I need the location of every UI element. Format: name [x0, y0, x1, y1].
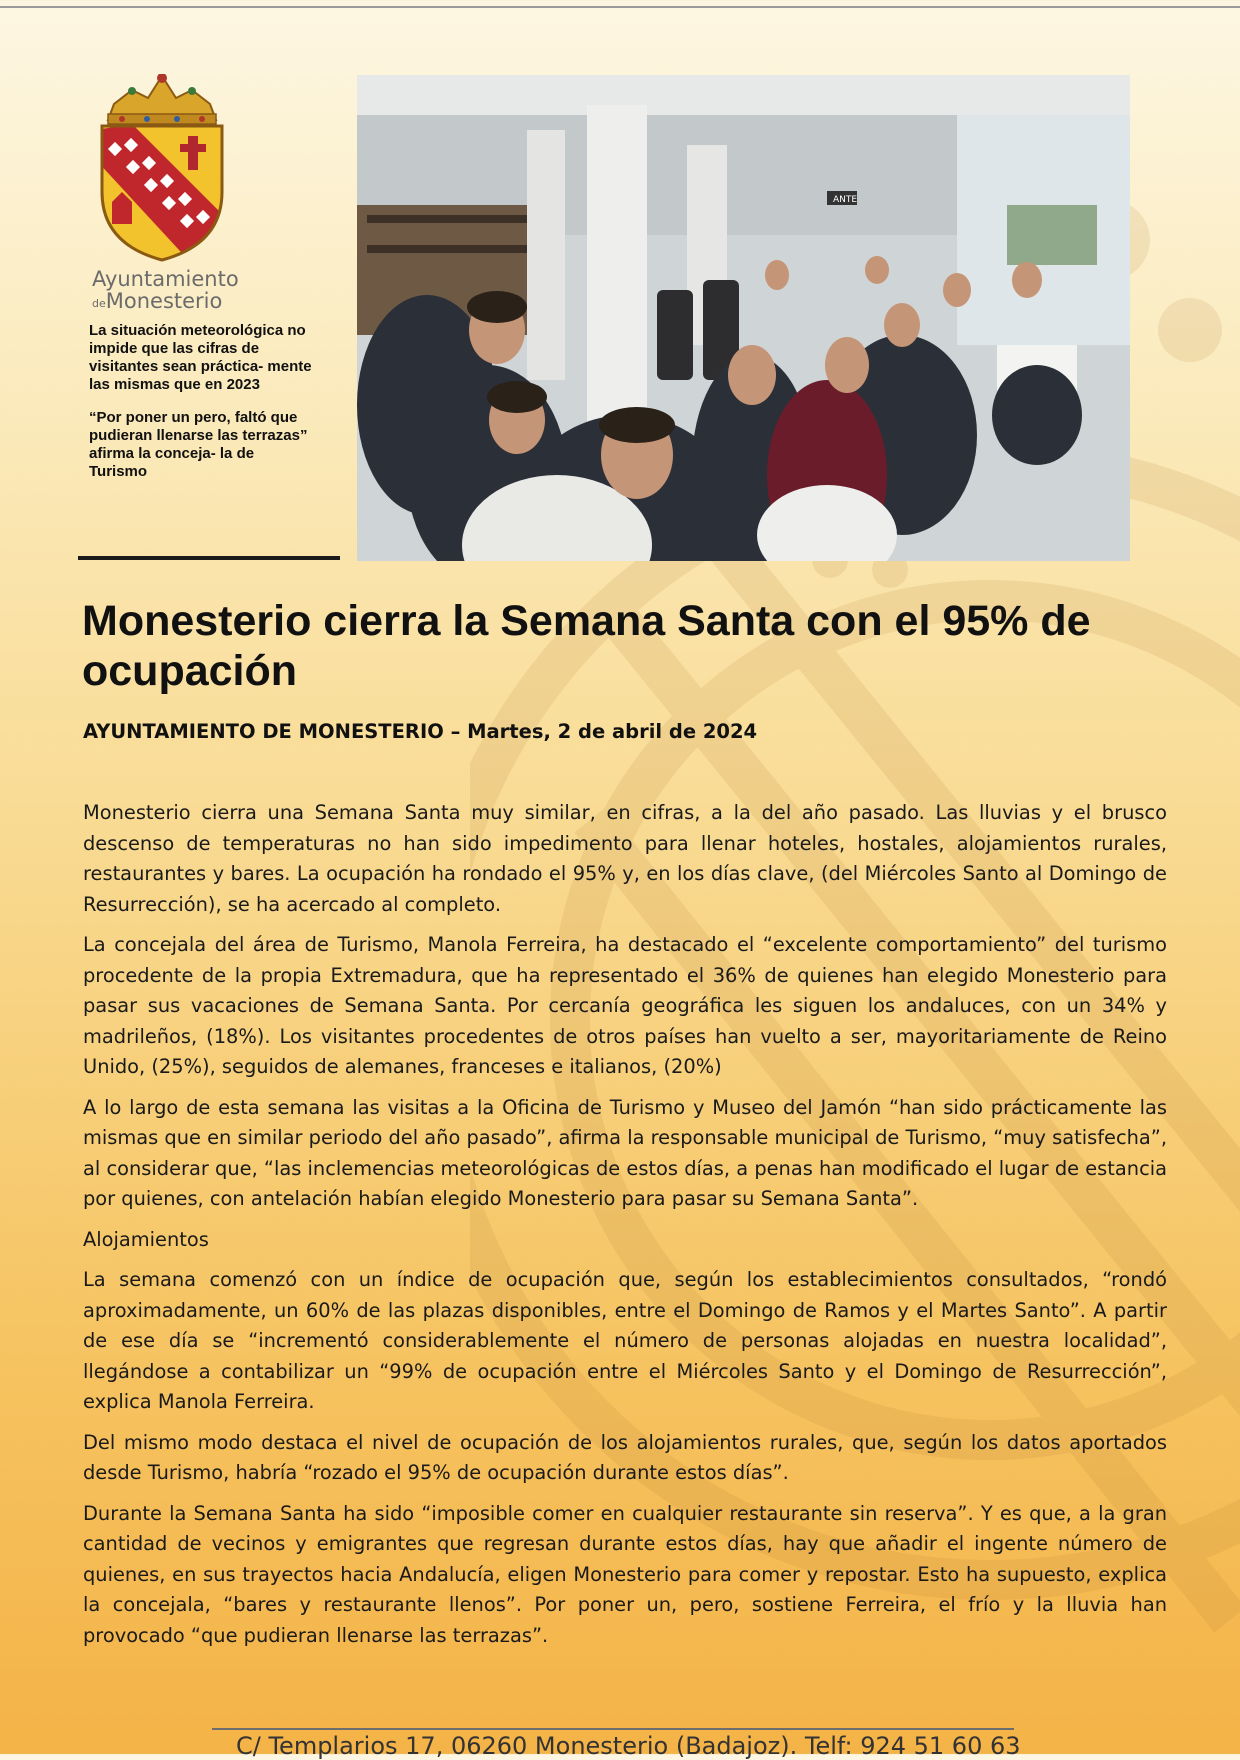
article-body: [83, 798, 1167, 1661]
article-paragraph: La semana comenzó con un índice de ocupación que, según los establecimientos consultados, “rondó aproximadamente, un 60% de las plazas disponibles, entre el Domingo de Ramos y el Martes Santo”. A partir de ese día se “incrementó considerablemente el número de personas alojadas en nuestra localidad”, llegándose a contabilizar un “99% de ocupación entre el Miércoles Santo y el Domingo de Resurrección”, explica Manola Ferreira.: [83, 1268, 1167, 1413]
organization-name-line2: Monesterio: [105, 289, 223, 313]
sidebar-divider: [78, 556, 340, 560]
restaurant-photo: [357, 75, 1130, 561]
article-headline: Monesterio cierra la Semana Santa con el 95% de ocupación: [82, 597, 1091, 695]
section-heading: Alojamientos: [83, 1227, 209, 1251]
organization-name: [92, 268, 239, 315]
footer-address: C/ Templarios 17, 06260 Monesterio (Badajoz). Telf: 924 51 60 63: [236, 1732, 1021, 1760]
photo-sign-label: ANTE: [833, 195, 858, 205]
crown-icon: [108, 74, 216, 124]
article-paragraph: Del mismo modo destaca el nivel de ocupación de los alojamientos rurales, que, según los datos aportados desde Turismo, habría “rozado el 95% de ocupación durante estos días”.: [83, 1430, 1167, 1484]
sidebar-highlights: [89, 322, 314, 496]
top-border-line: [0, 6, 1240, 8]
footer-divider: [212, 1728, 1014, 1730]
municipal-crest-logo: [92, 74, 232, 264]
highlight-quote: “Por poner un pero, faltó que pudieran llenarse las terrazas” afirma la conceja- la de Turismo: [89, 409, 308, 480]
highlight-note: La situación meteorológica no impide que las cifras de visitantes sean práctica- mente las mismas que en 2023: [89, 322, 312, 393]
article-paragraph: A lo largo de esta semana las visitas a la Oficina de Turismo y Museo del Jamón “han sido prácticamente las mismas que en similar periodo del año pasado”, afirma la responsable municipal de Turismo, “muy satisfecha”, al considerar que, “las inclemencias meteorológicas de estos días, a penas han modificado el lugar de estancia por quienes, con antelación habían elegido Monesterio para pasar su Semana Santa”.: [83, 1095, 1167, 1210]
article-paragraph: Monesterio cierra una Semana Santa muy similar, en cifras, a la del año pasado. Las lluvias y el brusco descenso de temperaturas no han sido impedimento para llenar hoteles, hostales, alojamientos rurales, restaurantes y bares. La ocupación ha rondado el 95% y, en los días clave, (del Miércoles Santo al Domingo de Resurrección), se ha acercado al completo.: [83, 801, 1167, 916]
article-paragraph: Durante la Semana Santa ha sido “imposible comer en cualquier restaurante sin reserva”. Y es que, a la gran cantidad de vecinos y emigrantes que regresan durante estos días, hay que añadir el ingente número de quienes, en sus trayectos hacia Andalucía, eligen Monesterio para comer y repostar. Esto ha supuesto, explica la concejala, “bares y restaurante llenos”. Por poner un, pero, sostiene Ferreira, el frío y la lluvia han provocado “que pudieran llenarse las terrazas”.: [83, 1501, 1167, 1647]
organization-name-line1: Ayuntamiento: [92, 267, 239, 291]
article-byline: AYUNTAMIENTO DE MONESTERIO – Martes, 2 de abril de 2024: [83, 720, 758, 743]
article-paragraph: La concejala del área de Turismo, Manola Ferreira, ha destacado el “excelente comportamiento” del turismo procedente de la propia Extremadura, que ha representado el 36% de quienes han elegido Monesterio para pasar sus vacaciones de Semana Santa. Por cercanía geográfica les siguen los andaluces, con un 34% y madrileños, (18%). Los visitantes procedentes de otros países han vuelto a ser, mayoritariamente de Reino Unido, (25%), seguidos de alemanes, franceses e italianos, (20%): [83, 933, 1167, 1078]
organization-name-prefix: de: [92, 297, 106, 310]
